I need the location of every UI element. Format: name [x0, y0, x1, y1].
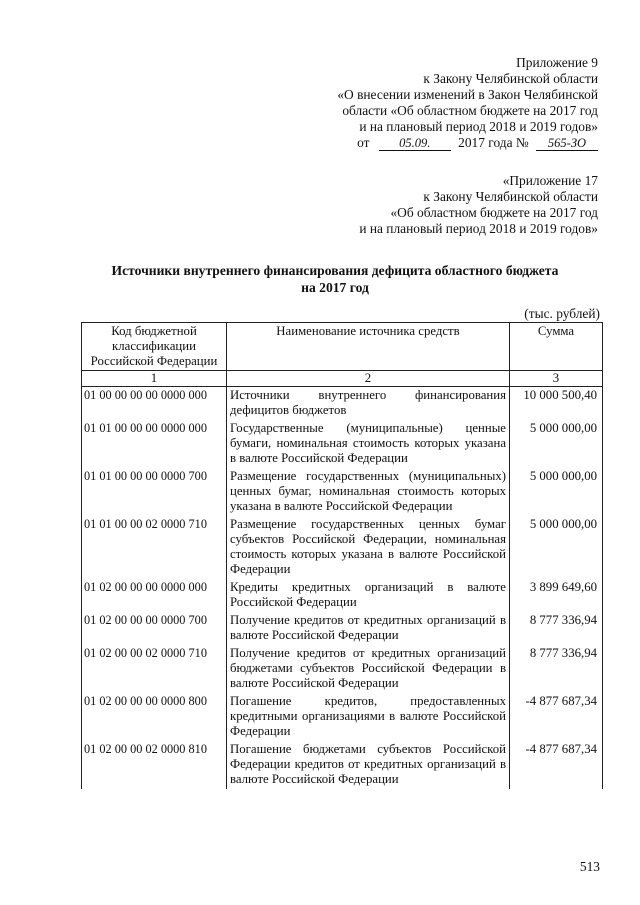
units-label: (тыс. рублей) — [524, 306, 600, 321]
row-amount: 8 777 336,94 — [510, 645, 603, 693]
row-name: Получение кредитов от кредитных организаций бюджетами субъектов Российской Федерации в валюте Российской Федерации — [227, 645, 510, 693]
appendix-17-line2: к Закону Челябинской области — [423, 189, 598, 204]
row-name: Источники внутреннего финансирования дефицитов бюджетов — [227, 387, 510, 421]
appendix-17-line1: «Приложение 17 — [502, 173, 598, 188]
table-row — [82, 741, 603, 789]
row-code: 01 02 00 00 00 0000 800 — [82, 693, 227, 741]
row-code: 01 01 00 00 02 0000 710 — [82, 516, 227, 579]
appendix-17-line4: и на плановый период 2018 и 2019 годов» — [359, 221, 598, 236]
header-amount: Сумма — [510, 323, 603, 371]
row-name: Получение кредитов от кредитных организаций в валюте Российской Федерации — [227, 612, 510, 645]
row-code: 01 01 00 00 00 0000 000 — [82, 420, 227, 468]
table-row — [82, 516, 603, 579]
table-row — [82, 468, 603, 516]
appendix-9-line2: к Закону Челябинской области — [423, 71, 598, 86]
row-code: 01 02 00 00 00 0000 000 — [82, 579, 227, 612]
law-number: 565-ЗО — [536, 137, 598, 151]
appendix-17-header — [359, 173, 598, 237]
row-amount: 10 000 500,40 — [510, 387, 603, 421]
appendix-9-line3: «О внесении изменений в Закон Челябинской — [337, 87, 598, 102]
title-line1: Источники внутреннего финансирования дефицита областного бюджета — [111, 263, 559, 278]
row-amount: 5 000 000,00 — [510, 468, 603, 516]
appendix-9-line5: и на плановый период 2018 и 2019 годов» — [359, 119, 598, 134]
row-code: 01 02 00 00 02 0000 710 — [82, 645, 227, 693]
column-number-row — [82, 371, 603, 387]
table-row — [82, 693, 603, 741]
row-amount: 8 777 336,94 — [510, 612, 603, 645]
header-code: Код бюджетной классификации Российской Федерации — [82, 323, 227, 371]
row-name: Размещение государственных ценных бумаг субъектов Российской Федерации, номинальная стоимость которых указана в валюте Российской Федерации — [227, 516, 510, 579]
column-number: 2 — [227, 371, 510, 387]
year-label: 2017 года № — [458, 135, 529, 150]
column-number: 1 — [82, 371, 227, 387]
row-name: Государственные (муниципальные) ценные бумаги, номинальная стоимость которых указана в валюте Российской Федерации — [227, 420, 510, 468]
row-amount: 5 000 000,00 — [510, 420, 603, 468]
table-row — [82, 420, 603, 468]
row-name: Размещение государственных (муниципальных) ценных бумаг, номинальная стоимость которых указана в валюте Российской Федерации — [227, 468, 510, 516]
row-code: 01 00 00 00 00 0000 000 — [82, 387, 227, 421]
appendix-9-line4: области «Об областном бюджете на 2017 год — [342, 103, 598, 118]
row-name: Кредиты кредитных организаций в валюте Российской Федерации — [227, 579, 510, 612]
header-name: Наименование источника средств — [227, 323, 510, 371]
from-label: от — [357, 135, 370, 150]
financing-sources-table — [81, 322, 603, 789]
appendix-17-line3: «Об областном бюджете на 2017 год — [390, 205, 598, 220]
appendix-9-date-line — [337, 135, 598, 151]
row-amount: -4 877 687,34 — [510, 693, 603, 741]
row-name: Погашение бюджетами субъектов Российской Федерации кредитов от кредитных организаций в валюте Российской Федерации — [227, 741, 510, 789]
row-code: 01 02 00 00 02 0000 810 — [82, 741, 227, 789]
row-code: 01 02 00 00 00 0000 700 — [82, 612, 227, 645]
row-amount: 3 899 649,60 — [510, 579, 603, 612]
row-code: 01 01 00 00 00 0000 700 — [82, 468, 227, 516]
table-row — [82, 387, 603, 421]
page-number: 513 — [579, 859, 600, 874]
law-date: 05.09. — [379, 137, 451, 151]
table-row — [82, 579, 603, 612]
document-title — [70, 262, 600, 296]
table-row — [82, 645, 603, 693]
table-header-row — [82, 323, 603, 371]
row-name: Погашение кредитов, предоставленных кредитными организациями в валюте Российской Федерации — [227, 693, 510, 741]
title-line2: на 2017 год — [301, 280, 369, 295]
table-row — [82, 612, 603, 645]
appendix-9-line1: Приложение 9 — [516, 55, 598, 70]
row-amount: -4 877 687,34 — [510, 741, 603, 789]
appendix-9-header — [337, 55, 598, 151]
column-number: 3 — [510, 371, 603, 387]
row-amount: 5 000 000,00 — [510, 516, 603, 579]
